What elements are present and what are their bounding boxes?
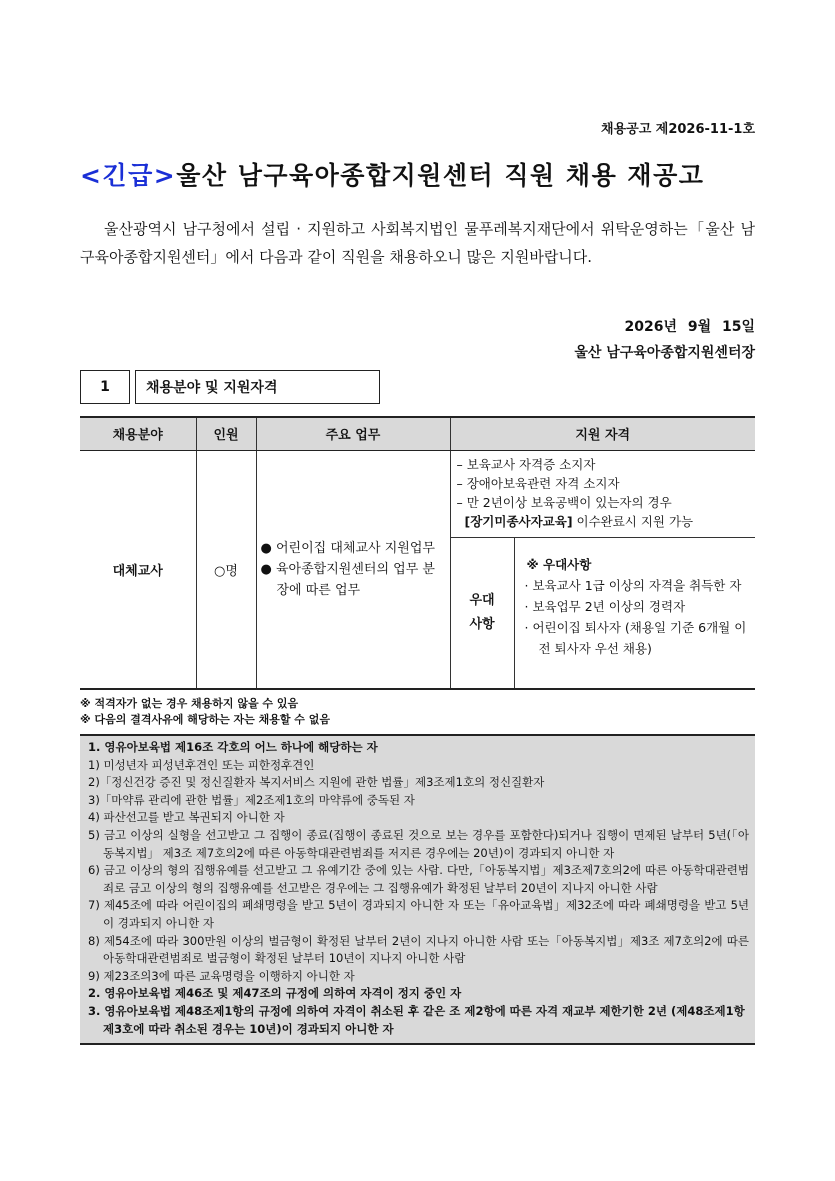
header-qualifications: 지원 자격	[450, 417, 755, 450]
preference-label	[451, 538, 515, 688]
count-cell: ○명	[196, 450, 256, 689]
header-field: 채용분야	[80, 417, 196, 450]
grounds-item: 9) 제23조의3에 따른 교육명령을 이행하지 아니한 자	[88, 968, 355, 983]
preference-item: · 보육교사 1급 이상의 자격을 취득한 자	[524, 577, 742, 593]
disqualification-box	[80, 734, 755, 1045]
notice-number: 채용공고 제2026-11-1호	[601, 122, 755, 137]
long-term-education-highlight: [장기미종사자교육]	[464, 513, 573, 529]
field-cell: 대체교사	[80, 450, 196, 689]
preference-body	[515, 538, 756, 688]
section-title: 채용분야 및 지원자격	[135, 370, 380, 404]
grounds-item: 7) 제45조에 따라 어린이집의 폐쇄명령을 받고 5년이 경과되지 아니한 자 또는「유아교육법」제32조에 따라 폐쇄명령을 받고 5년이 경과되지 아니한 자	[88, 898, 749, 930]
duties-cell	[256, 450, 450, 689]
qualification-item: – 만 2년이상 보육공백이 있는자의 경우	[456, 494, 672, 510]
grounds-item: 6) 금고 이상의 형의 집행유예를 선고받고 그 유예기간 중에 있는 사람. 다만,「아동복지법」제3조제7호의2에 따른 아동학대관련범죄로 금고 이상의 형의 집행유예를 선고받은 경우에는 그 집행유예가 확정된 날부터 20년이 지나지 아니한 사람	[88, 863, 749, 895]
preference-label-line: 사항	[469, 616, 495, 632]
recruitment-table	[80, 416, 755, 690]
preference-label-line: 우대	[469, 592, 495, 608]
grounds-item: 4) 파산선고를 받고 복권되지 아니한 자	[88, 810, 285, 825]
qualification-note: 이수완료시 지원 가능	[572, 513, 694, 529]
qualification-item	[457, 512, 750, 531]
notes	[80, 696, 755, 728]
qualification-list	[451, 451, 756, 538]
intro-paragraph: 울산광역시 남구청에서 설립 · 지원하고 사회복지법인 물푸레복지재단에서 위탁운영하는「울산 남구육아종합지원센터」에서 다음과 같이 직원을 채용하오니 많은 지원바랍니다.	[80, 220, 755, 266]
duty-item: ● 육아종합지원센터의 업무 분장에 따른 업무	[260, 561, 435, 598]
urgent-tag: <긴급>	[80, 161, 177, 190]
note-line: ※ 다음의 결격사유에 해당하는 자는 채용할 수 없음	[80, 713, 331, 726]
qualifications-cell	[450, 450, 755, 689]
header-count: 인원	[196, 417, 256, 450]
grounds-heading: 1. 영유아보육법 제16조 각호의 어느 하나에 해당하는 자	[88, 740, 378, 754]
table-row	[80, 450, 755, 689]
qualification-item: – 장애아보육관련 자격 소지자	[456, 475, 620, 491]
preference-item: · 어린이집 퇴사자 (채용일 기준 6개월 이전 퇴사자 우선 채용)	[524, 619, 747, 656]
grounds-heading: 3. 영유아보육법 제48조제1항의 규정에 의하여 자격이 취소된 후 같은 조 제2항에 따른 자격 재교부 제한기한 2년 (제48조제1항제3호에 따라 취소된 경우는 10년)이 경과되지 아니한 자	[88, 1003, 745, 1036]
note-line: ※ 적격자가 없는 경우 채용하지 않을 수 있음	[80, 697, 299, 710]
title-text: 울산 남구육아종합지원센터 직원 채용 재공고	[176, 161, 705, 190]
table-header-row	[80, 417, 755, 450]
notice-date: 2026년 9월 15일	[624, 319, 755, 335]
grounds-item: 2)「정신건강 증진 및 정신질환자 복지서비스 지원에 관한 법률」제3조제1호의 정신질환자	[88, 775, 545, 790]
page-title	[80, 156, 755, 192]
grounds-item: 3)「마약류 관리에 관한 법률」제2조제1호의 마약류에 중독된 자	[88, 792, 415, 807]
grounds-item: 8) 제54조에 따라 300만원 이상의 벌금형이 확정된 날부터 2년이 지나지 아니한 사람 또는「아동복지법」제3조 제7호의2에 따른 아동학대관련범죄로 벌금형이 확정된 날부터 10년이 지나지 아니한 사람	[88, 933, 749, 966]
issuer: 울산 남구육아종합지원센터장	[574, 345, 755, 361]
preference-item: · 보육업무 2년 이상의 경력자	[524, 598, 686, 614]
grounds-heading: 2. 영유아보육법 제46조 및 제47조의 규정에 의하여 자격이 정지 중인 자	[88, 986, 462, 1001]
preference-section	[451, 538, 756, 688]
header-duties: 주요 업무	[256, 417, 450, 450]
grounds-item: 1) 미성년자 피성년후견인 또는 피한정후견인	[88, 757, 315, 772]
duty-item: ● 어린이집 대체교사 지원업무	[260, 540, 435, 556]
qualification-item: – 보육교사 자격증 소지자	[456, 456, 596, 472]
grounds-item: 5) 금고 이상의 실형을 선고받고 그 집행이 종료(집행이 종료된 것으로 보는 경우를 포함한다)되거나 집행이 면제된 날부터 5년(「아동복지법」 제3조 제7호의2에 따른 아동학대관련범죄를 저지른 경우에는 20년)이 경과되지 아니한 자	[88, 827, 749, 860]
section-number: 1	[80, 370, 130, 404]
preference-heading: ※ 우대사항	[526, 556, 592, 572]
